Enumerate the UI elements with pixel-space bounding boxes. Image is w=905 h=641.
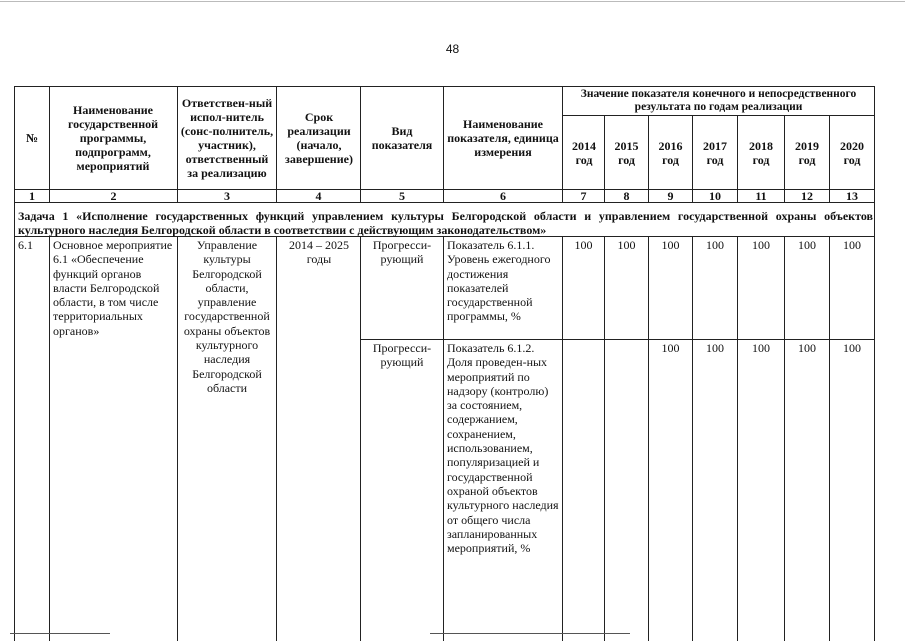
value-cell: 100 xyxy=(843,238,861,252)
header-year-2016: 2016 год xyxy=(658,139,683,167)
period-cell: 2014 – 2025 годы xyxy=(289,238,349,267)
column-number: 7 xyxy=(580,189,587,203)
header-values-title: Значение показателя конечного и непосредственного результата по годам реализации xyxy=(580,88,857,113)
scan-edge xyxy=(10,633,110,634)
value-cell: 100 xyxy=(661,238,680,252)
header-year-2014: 2014 год xyxy=(572,139,596,167)
value-cell: 100 xyxy=(798,238,816,252)
header-responsible: Ответствен-ный испол-нитель (сонс-полнитель, участник), ответственный за реализацию xyxy=(180,96,274,180)
column-number: 11 xyxy=(755,189,767,203)
task-heading: Задача 1 «Исполнение государственных функций управлением культуры Белгородской области и управлением государственной охраны объектов культурного наследия Белгородской области в соответствии с действующим законодательством» xyxy=(18,209,873,237)
indicator-name-cell: Показатель 6.1.1. Уровень ежегодного достижения показателей государственной программы, % xyxy=(447,238,551,324)
value-cell: 100 xyxy=(798,341,816,355)
column-number: 10 xyxy=(709,189,721,203)
column-number: 6 xyxy=(500,189,506,203)
page-number: 48 xyxy=(445,42,460,56)
value-cell: 100 xyxy=(706,341,724,355)
header-program-name: Наименование государственной программы, подпрограмм, мероприятий xyxy=(67,103,159,173)
header-year-2018: 2018 год xyxy=(749,139,773,167)
header-year-2019: 2019 год xyxy=(795,139,819,167)
column-number: 9 xyxy=(667,189,674,203)
indicator-name-cell: Показатель 6.1.2. Доля проведен-ных мероприятий по надзору (контролю) за состоянием, содержанием, сохранением, использованием, популяризацией и государственной охраной объектов культурного наследия от общего числа запланированных мероприятий, % xyxy=(447,341,559,556)
program-name-cell: Основное мероприятие 6.1 «Обеспечение функций органов власти Белгородской области, в том числе территориальных органов» xyxy=(53,238,173,338)
column-number: 1 xyxy=(29,189,35,203)
value-cell: 100 xyxy=(706,238,724,252)
value-cell: 100 xyxy=(574,238,593,252)
header-year-2020: 2020 год xyxy=(840,139,864,167)
value-cell: 100 xyxy=(752,238,770,252)
header-no: № xyxy=(25,131,39,145)
column-number: 3 xyxy=(224,189,230,203)
column-number: 8 xyxy=(623,189,630,203)
indicator-type-cell: Прогресси-рующий xyxy=(372,238,432,267)
header-period: Срок реализации (начало, завершение) xyxy=(285,110,353,166)
header-year-2015: 2015 год xyxy=(614,139,639,167)
scan-edge xyxy=(430,633,630,634)
responsible-cell: Управление культуры Белгородской области, управление государственной охраны объектов культурного наследия Белгородской области xyxy=(183,238,271,395)
scan-edge xyxy=(0,1,905,2)
column-number: 12 xyxy=(801,189,813,203)
value-cell: 100 xyxy=(661,341,680,355)
value-cell: 100 xyxy=(843,341,861,355)
program-table xyxy=(14,86,875,641)
column-number: 13 xyxy=(846,189,858,203)
value-cell: 100 xyxy=(752,341,770,355)
indicator-type-cell: Прогресси-рующий xyxy=(372,341,432,370)
row-number: 6.1 xyxy=(18,238,33,252)
value-cell: 100 xyxy=(617,238,636,252)
column-number: 5 xyxy=(399,189,405,203)
header-indicator-type: Вид показателя xyxy=(371,124,433,152)
column-number: 2 xyxy=(110,189,117,203)
header-indicator-name: Наименование показателя, единица измерения xyxy=(447,117,559,159)
header-year-2017: 2017 год xyxy=(703,139,727,167)
column-number: 4 xyxy=(315,189,322,203)
